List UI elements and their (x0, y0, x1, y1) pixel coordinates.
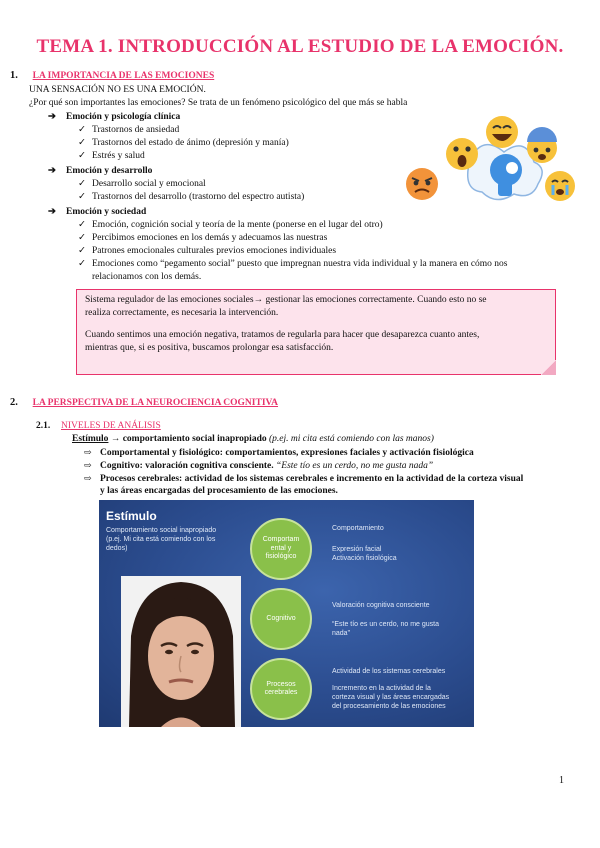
page-number: 1 (559, 775, 564, 786)
double-arrow-icon: ⇨ (84, 473, 92, 483)
section-title: LA PERSPECTIVA DE LA NEUROCIENCIA COGNITIVA (32, 398, 279, 408)
list-item: ✓ Percibimos emociones en los demás y adecuamos las nuestras (78, 233, 328, 243)
section-1-heading (10, 70, 214, 82)
section-number: 2. (10, 397, 18, 408)
circle-behavioral: Comportam ental y fisiológico (250, 518, 312, 580)
list-item: ✓ Trastornos del desarrollo (trastorno del espectro autista) (78, 192, 305, 202)
list-item: ✓ Emoción, cognición social y teoría de la mente (ponerse en el lugar del otro) (78, 220, 383, 230)
figure-level-text: corteza visual y las áreas encargadas (332, 694, 450, 701)
callout-line: Cuando sentimos una emoción negativa, tratamos de regularla para hacer que desaparezca cuanto antes, (85, 330, 480, 340)
laughing-emoji-icon (486, 116, 518, 148)
angry-emoji-icon (406, 168, 438, 200)
figure-level-text: Incremento en la actividad de la (332, 685, 431, 692)
fearful-emoji-icon (527, 127, 557, 163)
stimulus-example: (p.ej. mi cita está comiendo con las manos) (268, 434, 434, 444)
circle-brain-processes: Procesos cerebrales (250, 658, 312, 720)
figure-stimulus-line: (p.ej. Mi cita está comiendo con los (106, 536, 216, 543)
figure-level-text: Actividad de los sistemas cerebrales (332, 668, 446, 675)
arrow-right-icon: ➔ (48, 207, 56, 217)
list-item: ✓ Trastornos del estado de ánimo (depresión y manía) (78, 138, 289, 148)
section-2-heading (10, 397, 278, 409)
checkmark-icon: ✓ (78, 192, 86, 202)
figure-level-text: Expresión facial (332, 546, 382, 553)
section-subtitle: UNA SENSACIÓN NO ES UNA EMOCIÓN. (29, 85, 206, 95)
group-heading: ➔ Emoción y sociedad (48, 207, 147, 217)
arrow-right-icon: ➔ (48, 166, 56, 176)
level-item-continuation: y las áreas encargadas del procesamiento de las emociones. (100, 486, 338, 496)
double-arrow-icon: ⇨ (84, 460, 92, 470)
face-photo (121, 576, 241, 727)
subsection-title: NIVELES DE ANÁLISIS (61, 421, 161, 431)
stimulus-text: comportamiento social inapropiado (122, 434, 267, 444)
list-item: ✓ Desarrollo social y emocional (78, 179, 206, 189)
list-item: ✓ Trastornos de ansiedad (78, 125, 180, 135)
callout-box (76, 289, 556, 375)
level-item: ⇨ Comportamental y fisiológico: comportamientos, expresiones faciales y activación fisiológica (84, 447, 474, 458)
figure-title: Estímulo (106, 509, 157, 523)
figure-level-text: nada” (332, 630, 350, 637)
emotions-illustration (402, 112, 582, 204)
checkmark-icon: ✓ (78, 246, 86, 256)
section-title: LA IMPORTANCIA DE LAS EMOCIONES (32, 71, 215, 81)
arrow-icon: → (110, 434, 121, 444)
stimulus-label: Estímulo (72, 434, 109, 444)
crying-emoji-icon (545, 171, 575, 201)
page-title: TEMA 1. INTRODUCCIÓN AL ESTUDIO DE LA EMOCIÓN. (36, 36, 564, 57)
section-number: 1. (10, 70, 18, 81)
figure-level-text: del procesamiento de las emociones (332, 703, 446, 710)
callout-line: realiza correctamente, es necesaria la intervención. (85, 308, 279, 318)
figure-stimulus-line: dedos) (106, 545, 128, 552)
checkmark-icon: ✓ (78, 151, 86, 161)
subsection-number: 2.1. (36, 421, 51, 431)
figure-level-text: Activación fisiológica (332, 555, 397, 562)
shocked-emoji-icon (446, 138, 478, 170)
checkmark-icon: ✓ (78, 179, 86, 189)
figure-level-text: Comportamiento (332, 525, 384, 532)
callout-line: Sistema regulador de las emociones sociales→ gestionar las emociones correctamente. Cuando esto no se (85, 295, 487, 305)
double-arrow-icon: ⇨ (84, 447, 92, 457)
figure-level-text: Valoración cognitiva consciente (332, 602, 430, 609)
checkmark-icon: ✓ (78, 125, 86, 135)
list-item: ✓ Patrones emocionales culturales previos emociones individuales (78, 246, 337, 256)
checkmark-icon: ✓ (78, 138, 86, 148)
subsection-heading (36, 420, 161, 432)
stimulus-line (72, 433, 434, 445)
arrow-right-icon: ➔ (48, 112, 56, 122)
levels-of-analysis-figure (99, 500, 474, 727)
callout-line: mientras que, si es positiva, buscamos prolongar esa satisfacción. (85, 343, 334, 353)
circle-cognitive: Cognitivo (250, 588, 312, 650)
list-item: ✓ Emociones como “pegamento social” puesto que impregnan nuestra vida individual y la manera en cómo nos (78, 259, 508, 269)
level-item: ⇨ Procesos cerebrales: actividad de los sistemas cerebrales e incremento en la actividad de la corteza visual (84, 473, 524, 484)
callout-fold-corner (541, 360, 556, 375)
checkmark-icon: ✓ (78, 259, 86, 269)
figure-stimulus-line: Comportamiento social inapropiado (106, 527, 217, 534)
list-item: ✓ Estrés y salud (78, 151, 145, 161)
group-heading: ➔ Emoción y desarrollo (48, 166, 153, 176)
group-heading: ➔ Emoción y psicología clínica (48, 112, 181, 122)
list-item-continuation: relacionamos con los demás. (92, 272, 202, 282)
level-item: ⇨ Cognitivo: valoración cognitiva consciente. “Este tío es un cerdo, no me gusta nada” (84, 460, 434, 471)
section-question: ¿Por qué son importantes las emociones? Se trata de un fenómeno psicológico del que más se habla (29, 98, 408, 108)
figure-level-text: “Este tío es un cerdo, no me gusta (332, 621, 440, 628)
checkmark-icon: ✓ (78, 233, 86, 243)
checkmark-icon: ✓ (78, 220, 86, 230)
